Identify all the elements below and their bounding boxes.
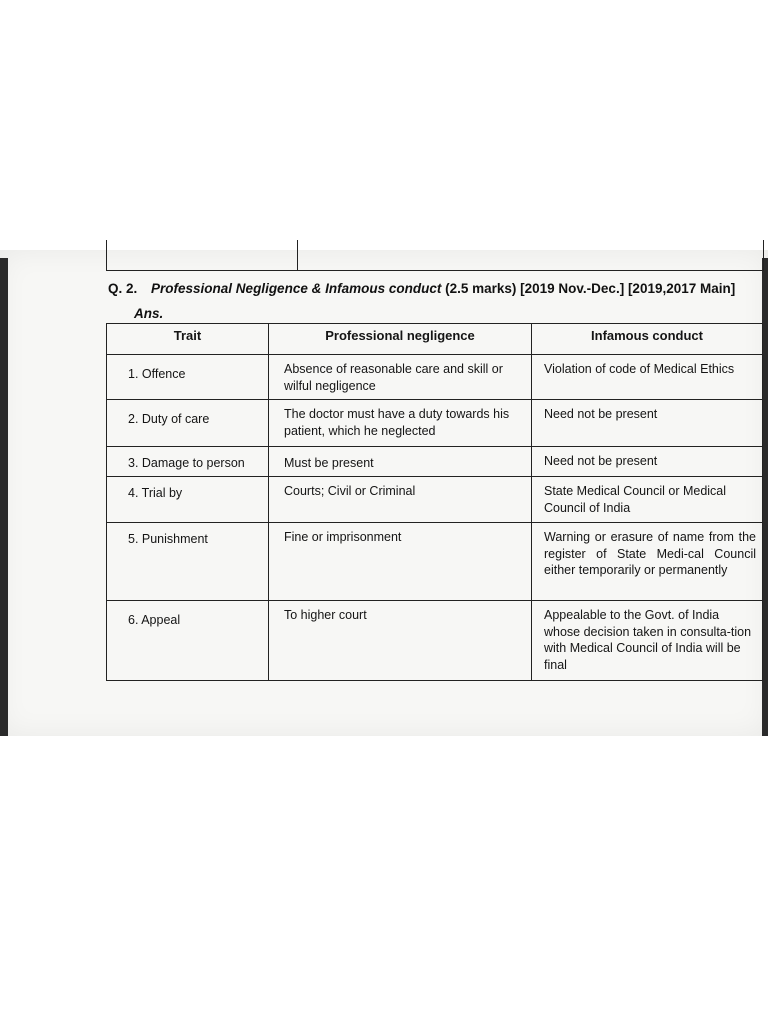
table-row (107, 523, 763, 601)
row-trait: 4. Trial by (107, 477, 269, 523)
header-trait: Trait (107, 324, 269, 355)
row-negligence: The doctor must have a duty towards his patient, which he neglected (269, 400, 532, 447)
answer-label: Ans. (134, 306, 164, 321)
row-negligence: Absence of reasonable care and skill or wilful negligence (269, 355, 532, 400)
previous-table-divider (297, 240, 298, 270)
table-header-row (107, 324, 763, 355)
question-line (108, 281, 768, 296)
table-row (107, 447, 763, 477)
table-row (107, 477, 763, 523)
row-negligence: To higher court (269, 601, 532, 681)
table-row (107, 601, 763, 681)
question-title: Professional Negligence & Infamous conduct (151, 281, 442, 296)
row-negligence: Must be present (269, 447, 532, 477)
question-meta: (2.5 marks) [2019 Nov.-Dec.] [2019,2017 Main] (445, 281, 736, 296)
table-row (107, 355, 763, 400)
row-trait: 5. Punishment (107, 523, 269, 601)
row-infamous: State Medical Council or Medical Council of India (532, 477, 763, 523)
header-infamous-conduct: Infamous conduct (532, 324, 763, 355)
row-infamous: Need not be present (532, 400, 763, 447)
row-trait: 3. Damage to person (107, 447, 269, 477)
row-infamous: Appealable to the Govt. of India whose decision taken in consulta-tion with Medical Council of India will be final (532, 601, 763, 681)
row-negligence: Courts; Civil or Criminal (269, 477, 532, 523)
row-trait: 2. Duty of care (107, 400, 269, 447)
row-infamous: Need not be present (532, 447, 763, 477)
header-professional-negligence: Professional negligence (269, 324, 532, 355)
row-trait: 1. Offence (107, 355, 269, 400)
table-row (107, 400, 763, 447)
row-infamous: Warning or erasure of name from the register of State Medi-cal Council either temporarily or permanently (532, 523, 763, 601)
left-scan-edge (0, 258, 8, 736)
comparison-table (106, 323, 763, 681)
row-trait: 6. Appeal (107, 601, 269, 681)
previous-table-fragment (106, 240, 764, 271)
row-negligence: Fine or imprisonment (269, 523, 532, 601)
question-number: Q. 2. (108, 281, 138, 296)
row-infamous: Violation of code of Medical Ethics (532, 355, 763, 400)
